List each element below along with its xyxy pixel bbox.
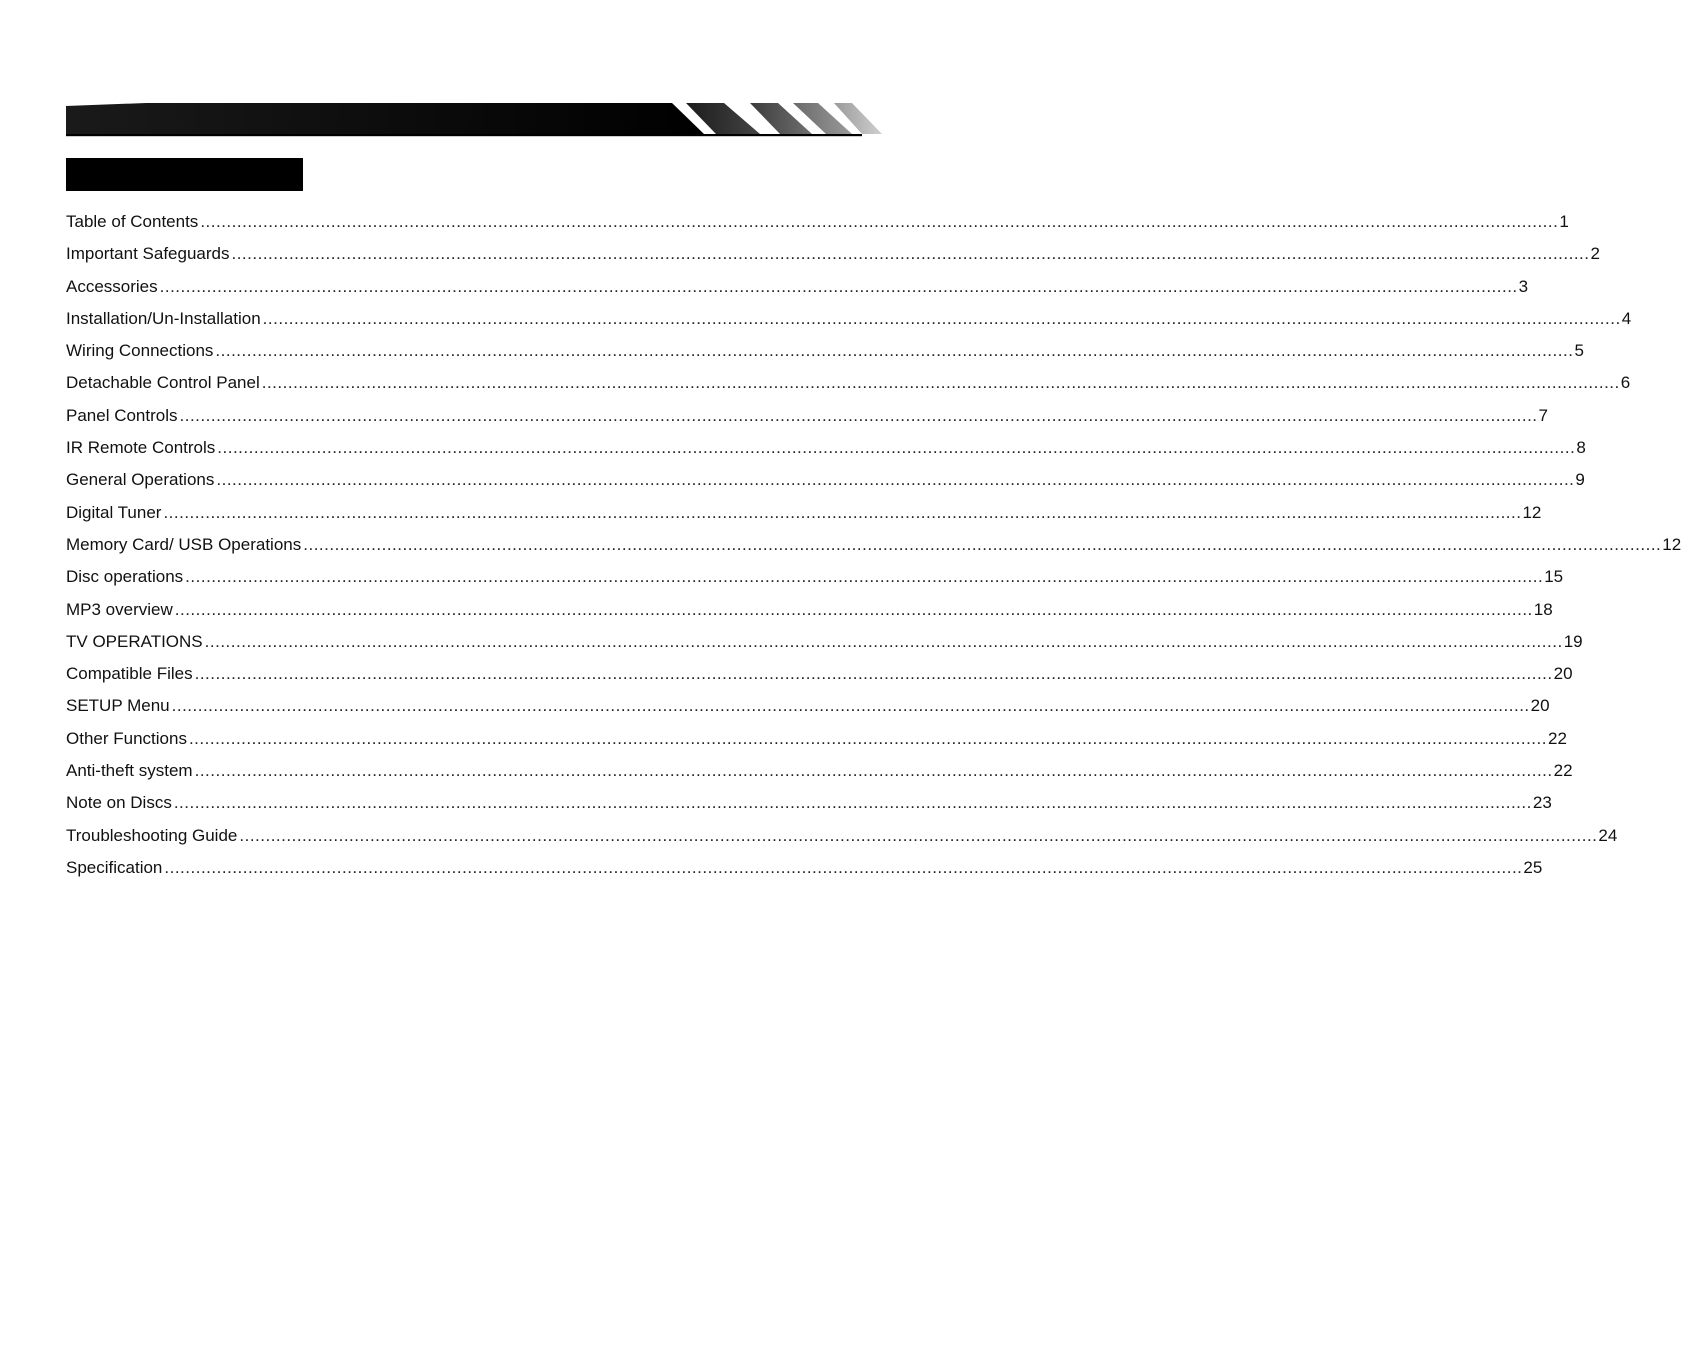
toc-entry-label: IR Remote Controls (66, 438, 216, 458)
toc-dot-leader: .................................................................................................................................................................................................................................................................... (239, 825, 1598, 845)
toc-entry-page: 22 (1547, 728, 1567, 748)
header-band (0, 0, 954, 150)
toc-entry-label: Accessories (66, 276, 158, 296)
toc-entry-page: 18 (1533, 599, 1553, 619)
toc-entry-label: Compatible Files (66, 664, 193, 684)
header-band-main (66, 103, 704, 134)
toc-entry[interactable] (66, 561, 1564, 593)
toc-entry[interactable] (66, 820, 1618, 852)
toc-dot-leader: .................................................................................................................................................................................................................................................................... (171, 696, 1530, 716)
toc-entry-page: 3 (1518, 276, 1529, 296)
toc-entry-label: General Operations (66, 470, 215, 490)
toc-dot-leader: .................................................................................................................................................................................................................................................................... (185, 567, 1544, 587)
toc-entry-page: 12 (1522, 502, 1542, 522)
toc-entry[interactable] (66, 755, 1573, 787)
toc-dot-leader: .................................................................................................................................................................................................................................................................... (188, 728, 1547, 748)
table-of-contents (66, 206, 1681, 884)
toc-entry-label: Other Functions (66, 728, 187, 748)
toc-entry[interactable] (66, 464, 1585, 496)
toc-entry-page: 1 (1559, 212, 1569, 231)
header-rule (66, 134, 862, 136)
toc-entry-label: Note on Discs (66, 793, 172, 813)
toc-entry[interactable] (66, 787, 1552, 819)
toc-entry-page: 8 (1576, 438, 1586, 458)
toc-entry-label: SETUP Menu (66, 696, 170, 716)
toc-entry[interactable] (66, 852, 1543, 884)
toc-entry-page: 24 (1598, 825, 1618, 845)
section-title (66, 164, 74, 184)
toc-dot-leader: .................................................................................................................................................................................................................................................................... (194, 664, 1553, 684)
toc-entry-page: 2 (1590, 244, 1600, 264)
toc-entry[interactable] (66, 271, 1529, 303)
toc-entry-page: 12 (1662, 534, 1681, 554)
toc-entry[interactable] (66, 206, 1569, 238)
toc-dot-leader: .................................................................................................................................................................................................................................................................... (173, 793, 1532, 813)
toc-dot-leader: .................................................................................................................................................................................................................................................................... (262, 308, 1621, 328)
toc-entry-page: 23 (1532, 793, 1552, 813)
toc-entry[interactable] (66, 690, 1550, 722)
toc-dot-leader: .................................................................................................................................................................................................................................................................... (164, 857, 1523, 877)
toc-entry-label: TV OPERATIONS (66, 631, 203, 651)
toc-dot-leader: .................................................................................................................................................................................................................................................................... (194, 761, 1553, 781)
toc-entry-page: 4 (1621, 308, 1632, 328)
toc-entry[interactable] (66, 367, 1631, 399)
toc-dot-leader: .................................................................................................................................................................................................................................................................... (200, 212, 1559, 231)
toc-entry-page: 25 (1523, 857, 1543, 877)
toc-entry-label: Digital Tuner (66, 502, 162, 522)
toc-dot-leader: .................................................................................................................................................................................................................................................................... (204, 631, 1563, 651)
toc-entry-page: 22 (1553, 761, 1573, 781)
toc-entry[interactable] (66, 238, 1600, 270)
toc-entry[interactable] (66, 626, 1583, 658)
toc-entry-page: 20 (1553, 664, 1573, 684)
toc-dot-leader: .................................................................................................................................................................................................................................................................... (159, 276, 1518, 296)
toc-entry[interactable] (66, 497, 1542, 529)
toc-dot-leader: .................................................................................................................................................................................................................................................................... (231, 244, 1590, 264)
toc-entry-page: 20 (1530, 696, 1550, 716)
toc-entry-label: Detachable Control Panel (66, 373, 260, 393)
toc-dot-leader: .................................................................................................................................................................................................................................................................... (261, 373, 1620, 393)
toc-entry[interactable] (66, 432, 1586, 464)
toc-dot-leader: .................................................................................................................................................................................................................................................................... (303, 534, 1662, 554)
toc-entry-page: 7 (1538, 405, 1549, 425)
section-title-block (66, 158, 303, 191)
toc-entry-label: Anti-theft system (66, 761, 193, 781)
toc-entry-label: MP3 overview (66, 599, 173, 619)
toc-dot-leader: .................................................................................................................................................................................................................................................................... (216, 470, 1575, 490)
toc-entry-page: 5 (1574, 341, 1584, 361)
toc-entry-label: Panel Controls (66, 405, 178, 425)
toc-entry-page: 15 (1544, 567, 1564, 587)
toc-entry-label: Installation/Un-Installation (66, 308, 261, 328)
toc-entry-label: Memory Card/ USB Operations (66, 534, 302, 554)
toc-dot-leader: .................................................................................................................................................................................................................................................................... (179, 405, 1538, 425)
toc-dot-leader: .................................................................................................................................................................................................................................................................... (163, 502, 1522, 522)
toc-entry-label: Table of Contents (66, 212, 199, 231)
toc-dot-leader: .................................................................................................................................................................................................................................................................... (217, 438, 1576, 458)
toc-entry-label: Wiring Connections (66, 341, 214, 361)
toc-entry[interactable] (66, 303, 1632, 335)
toc-entry[interactable] (66, 594, 1553, 626)
toc-entry[interactable] (66, 400, 1549, 432)
toc-entry[interactable] (66, 723, 1567, 755)
toc-dot-leader: .................................................................................................................................................................................................................................................................... (174, 599, 1533, 619)
toc-entry[interactable] (66, 529, 1681, 561)
toc-entry-page: 9 (1575, 470, 1585, 490)
toc-entry-label: Troubleshooting Guide (66, 825, 238, 845)
toc-entry-label: Specification (66, 857, 163, 877)
toc-entry[interactable] (66, 658, 1573, 690)
toc-dot-leader: .................................................................................................................................................................................................................................................................... (215, 341, 1574, 361)
toc-entry-page: 6 (1620, 373, 1631, 393)
toc-entry-label: Important Safeguards (66, 244, 230, 264)
toc-entry[interactable] (66, 335, 1584, 367)
toc-entry-label: Disc operations (66, 567, 184, 587)
toc-entry-page: 19 (1563, 631, 1583, 651)
